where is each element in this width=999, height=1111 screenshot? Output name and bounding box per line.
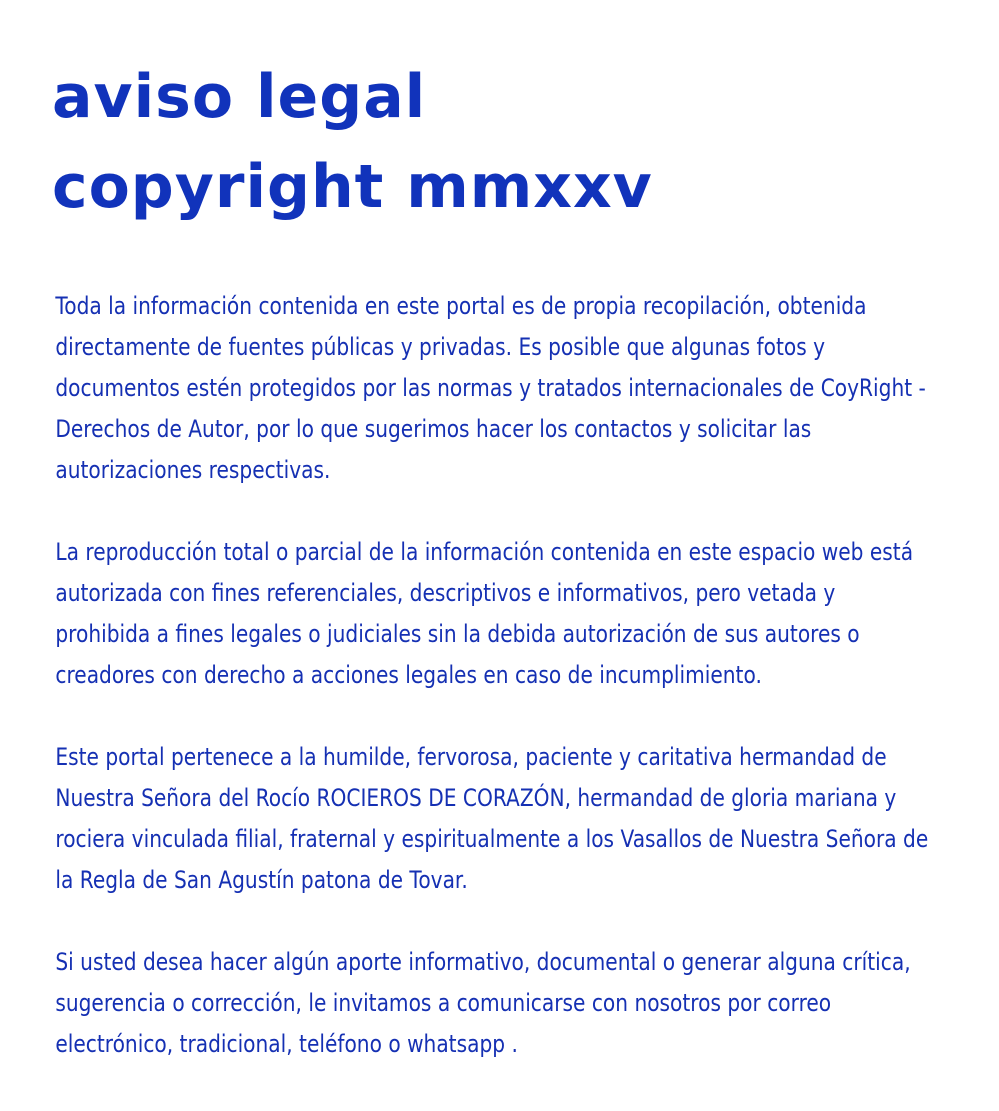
title-line-legal-notice: aviso legal xyxy=(52,62,427,132)
paragraph-reproduction-terms: La reproducción total o parcial de la información contenida en este espacio web está autorizada con fines referenciales, descriptivos e informativos, pero vetada y prohibida a fines legales o judiciales sin la debida autorización de sus autores o creadores con derecho a acciones legales en caso de incumplimiento. xyxy=(55,538,914,689)
paragraph-contact: Si usted desea hacer algún aporte informativo, documental o generar alguna crítica, sugerencia o corrección, le invitamos a comunicarse con nosotros por correo electrónico, tradicional, teléfono o whatsapp . xyxy=(55,948,911,1058)
legal-text-body xyxy=(52,286,929,1065)
paragraph-information-sources: Toda la información contenida en este portal es de propia recopilación, obtenida directamente de fuentes públicas y privadas. Es posible que algunas fotos y documentos estén protegidos por las normas y tratados internacionales de CoyRight - Derechos de Autor, por lo que sugerimos hacer los contactos y solicitar las autorizaciones respectivas. xyxy=(55,292,926,484)
paragraph-ownership: Este portal pertenece a la humilde, fervorosa, paciente y caritativa hermandad de Nuestra Señora del Rocío ROCIEROS DE CORAZÓN, hermandad de gloria mariana y rociera vinculada filial, fraternal y espiritualmente a los Vasallos de Nuestra Señora de la Regla de San Agustín patona de Tovar. xyxy=(55,743,929,894)
title-line-copyright: copyright mmxxv xyxy=(52,152,653,222)
page-title xyxy=(52,52,959,232)
